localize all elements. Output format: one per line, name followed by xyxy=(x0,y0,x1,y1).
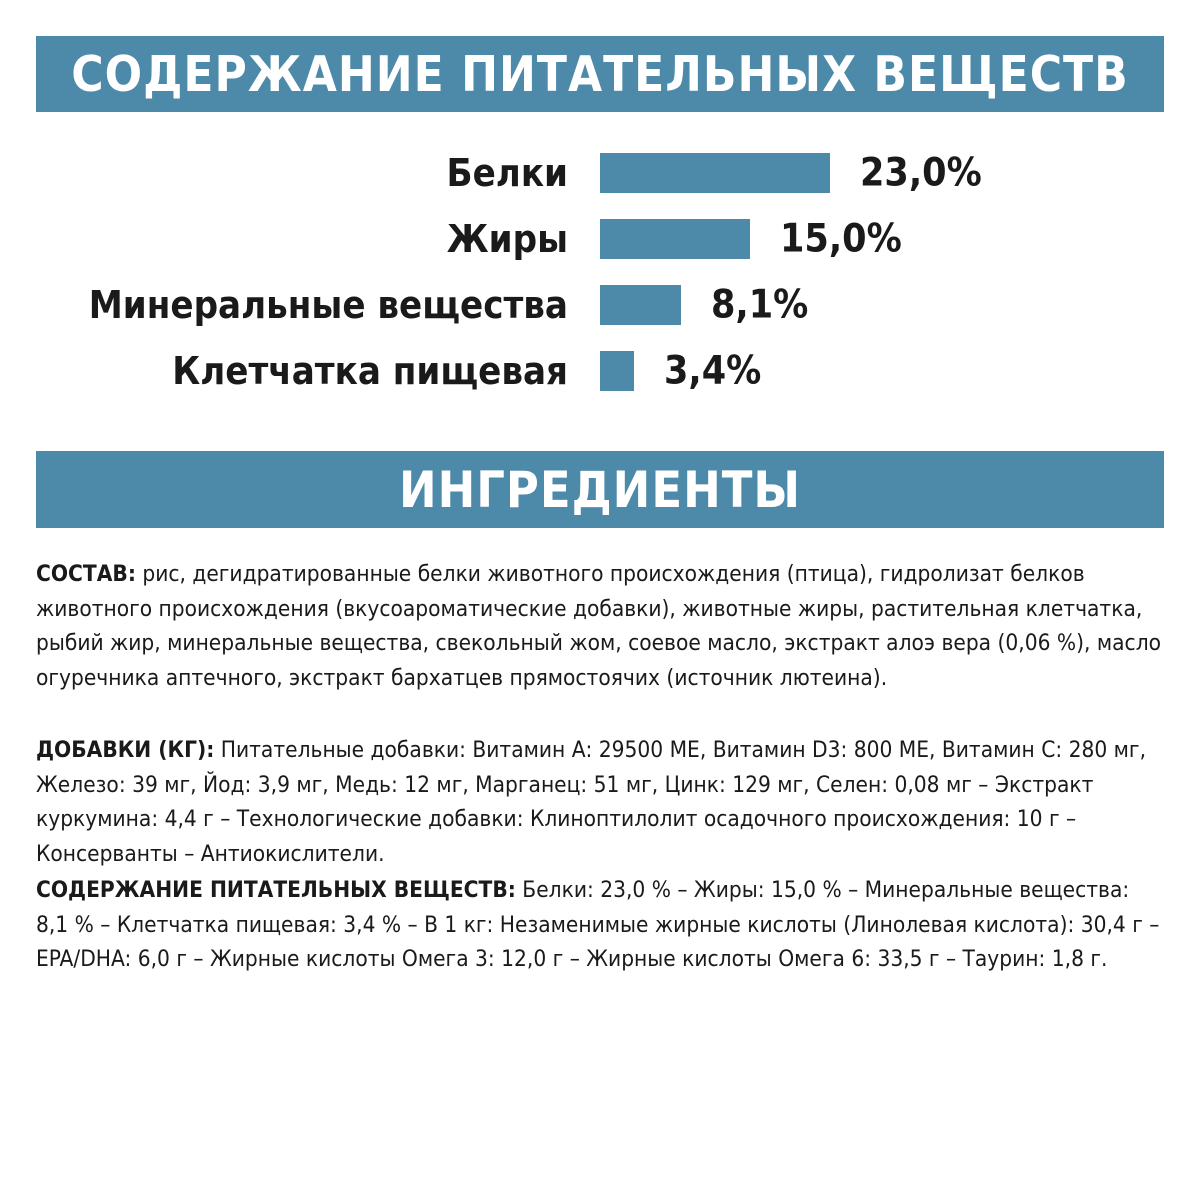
category-label-4: Клетчатка пищевая xyxy=(172,349,568,393)
nutrients-section-banner xyxy=(36,36,1164,112)
nutrients-label: СОДЕРЖАНИЕ ПИТАТЕЛЬНЫХ ВЕЩЕСТВ: xyxy=(36,877,516,903)
ingredients-section-banner xyxy=(36,451,1164,528)
bar-3 xyxy=(600,285,681,325)
additives-label: ДОБАВКИ (КГ): xyxy=(36,737,215,763)
ingredients-section-title: ИНГРЕДИЕНТЫ xyxy=(398,460,802,519)
value-label-2: 15,0% xyxy=(780,216,902,262)
value-label-1: 23,0% xyxy=(860,150,982,196)
composition-label: СОСТАВ: xyxy=(36,561,136,587)
value-label-3: 8,1% xyxy=(711,282,809,328)
value-label-4: 3,4% xyxy=(664,348,762,394)
category-label-3: Минеральные вещества xyxy=(88,283,568,327)
category-label-2: Жиры xyxy=(446,217,568,261)
additives-text: Питательные добавки: Витамин А: 29500 МЕ, Витамин D3: 800 МЕ, Витамин С: 280 мг, Железо: 39 мг, Йод: 3,9 мг, Медь: 12 мг, Марганец: 51 мг, Цинк: 129 мг, Селен: 0,08 мг – Экстракт куркумина: 4,4 г – Технологические добавки: Клиноптилолит осадочного происхождения: 10 г – Консерванты – Антиокислители. xyxy=(36,737,1146,867)
nutrients-paragraph xyxy=(36,873,1166,977)
nutrient-bar-chart xyxy=(0,140,1200,430)
nutrients-text: Белки: 23,0 % – Жиры: 15,0 % – Минеральные вещества: 8,1 % – Клетчатка пищевая: 3,4 % – В 1 кг: Незаменимые жирные кислоты (Линолевая кислота): 30,4 г – EPA/DHA: 6,0 г – Жирные кислоты Омега 3: 12,0 г – Жирные кислоты Омега 6: 33,5 г – Таурин: 1,8 г. xyxy=(36,877,1160,973)
nutrients-section-title: СОДЕРЖАНИЕ ПИТАТЕЛЬНЫХ ВЕЩЕСТВ xyxy=(71,45,1129,103)
bar-1 xyxy=(600,153,830,193)
bar-2 xyxy=(600,219,750,259)
additives-paragraph xyxy=(36,733,1166,871)
bar-4 xyxy=(600,351,634,391)
composition-text: рис, дегидратированные белки животного происхождения (птица), гидролизат белков животного происхождения (вкусоароматические добавки), животные жиры, растительная клетчатка, рыбий жир, минеральные вещества, свекольный жом, соевое масло, экстракт алоэ вера (0,06 %), масло огуречника аптечного, экстракт бархатцев прямостоячих (источник лютеина). xyxy=(36,561,1162,691)
composition-paragraph xyxy=(36,557,1166,695)
category-label-1: Белки xyxy=(446,151,568,195)
